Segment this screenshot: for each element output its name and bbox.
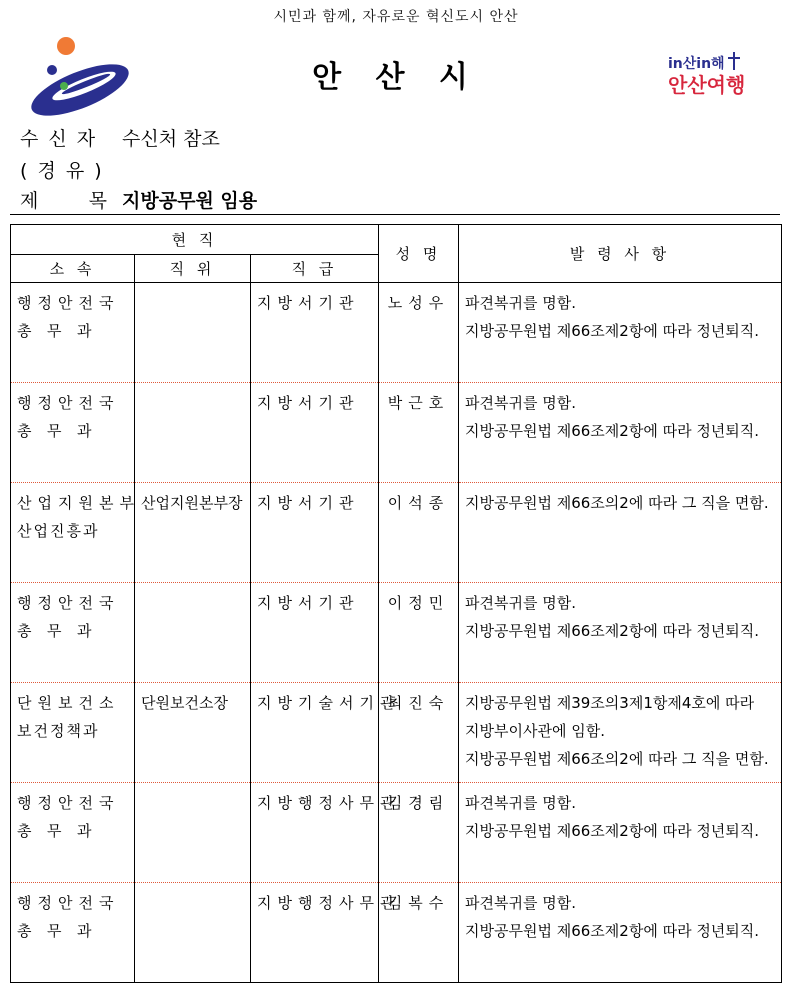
grade-cell: 지방행정사무관	[251, 783, 379, 883]
grade-cell: 지방서기관	[251, 283, 379, 383]
header-divider	[10, 214, 780, 215]
grade-cell: 지방서기관	[251, 483, 379, 583]
position-cell	[135, 583, 251, 683]
order-line-2: 지방공무원법 제66조제2항에 따라 정년퇴직.	[465, 322, 760, 340]
order-line-1: 지방공무원법 제66조의2에 따라 그 직을 면함.	[465, 494, 769, 512]
via-label: ( 경 유 )	[20, 160, 104, 182]
affiliation-cell	[11, 383, 135, 483]
current-post-header: 현 직	[11, 225, 379, 255]
position-cell: 단원보건소장	[135, 683, 251, 783]
table-row	[11, 383, 782, 483]
order-line-1: 파견복귀를 명함.	[465, 394, 576, 412]
department: 행정안전국	[17, 794, 120, 812]
position-cell	[135, 783, 251, 883]
grade-cell: 지방행정사무관	[251, 883, 379, 983]
department: 행정안전국	[17, 894, 120, 912]
table-row	[11, 283, 782, 383]
ansan-travel-logo-icon	[660, 48, 760, 104]
order-cell	[459, 683, 782, 783]
order-line-2: 지방공무원법 제66조제2항에 따라 정년퇴직.	[465, 822, 760, 840]
division: 총 무 과	[17, 422, 94, 440]
grade-cell: 지방기술서기관	[251, 683, 379, 783]
order-line-1: 지방공무원법 제39조의3제1항제4호에 따라	[465, 694, 755, 712]
table-row	[11, 783, 782, 883]
order-line-2: 지방공무원법 제66조제2항에 따라 정년퇴직.	[465, 622, 760, 640]
division: 총 무 과	[17, 322, 94, 340]
subject-label: 제 목	[20, 190, 109, 212]
name-cell: 박근호	[379, 383, 459, 483]
via-row	[20, 156, 122, 183]
department: 산업지원본부	[17, 494, 140, 512]
table-row	[11, 483, 782, 583]
grade-cell: 지방서기관	[251, 383, 379, 483]
order-line-3: 지방공무원법 제66조의2에 따라 그 직을 면함.	[465, 750, 769, 768]
order-line-1: 파견복귀를 명함.	[465, 794, 576, 812]
name-header: 성 명	[379, 225, 459, 283]
grade-cell: 지방서기관	[251, 583, 379, 683]
appointment-table	[10, 224, 782, 983]
position-cell	[135, 383, 251, 483]
order-line-2: 지방공무원법 제66조제2항에 따라 정년퇴직.	[465, 922, 760, 940]
department: 행정안전국	[17, 294, 120, 312]
name-cell: 이석종	[379, 483, 459, 583]
grade-header: 직 급	[251, 255, 379, 283]
order-cell	[459, 383, 782, 483]
department: 행정안전국	[17, 394, 120, 412]
recipient-value: 수신처 참조	[122, 128, 220, 150]
name-cell: 최진숙	[379, 683, 459, 783]
division: 총 무 과	[17, 822, 94, 840]
order-cell	[459, 483, 782, 583]
division: 총 무 과	[17, 622, 94, 640]
order-header: 발 령 사 항	[459, 225, 782, 283]
affiliation-cell	[11, 583, 135, 683]
order-cell	[459, 583, 782, 683]
table-row	[11, 583, 782, 683]
order-cell	[459, 883, 782, 983]
slogan: 시민과 함께, 자유로운 혁신도시 안산	[273, 9, 519, 25]
affiliation-cell	[11, 683, 135, 783]
name-cell: 김복수	[379, 883, 459, 983]
order-cell	[459, 283, 782, 383]
order-line-1: 파견복귀를 명함.	[465, 294, 576, 312]
logo-text-top: in산in해	[668, 56, 725, 72]
affiliation-cell	[11, 783, 135, 883]
name-cell: 김경림	[379, 783, 459, 883]
order-line-1: 파견복귀를 명함.	[465, 894, 576, 912]
subject-value: 지방공무원 임용	[122, 190, 258, 212]
name-cell: 이정민	[379, 583, 459, 683]
order-line-1: 파견복귀를 명함.	[465, 594, 576, 612]
table-row	[11, 683, 782, 783]
affiliation-cell	[11, 483, 140, 583]
department: 단원보건소	[17, 694, 120, 712]
position-cell	[135, 283, 251, 383]
position-cell: 산업지원본부장	[135, 483, 251, 583]
recipient-row	[20, 124, 220, 151]
name-cell: 노성우	[379, 283, 459, 383]
logo-text-bottom: 안산여행	[668, 73, 746, 97]
affiliation-header: 소 속	[11, 255, 135, 283]
recipient-label: 수 신 자	[20, 128, 98, 150]
position-header: 직 위	[135, 255, 251, 283]
affiliation-cell	[11, 883, 135, 983]
division: 보건정책과	[17, 722, 100, 740]
order-line-2: 지방부이사관에 임함.	[465, 722, 605, 740]
position-cell	[135, 883, 251, 983]
subject-row	[20, 186, 257, 213]
page-title: 안 산 시	[312, 60, 480, 95]
table-row	[11, 883, 782, 983]
division: 산업진흥과	[17, 522, 100, 540]
department: 행정안전국	[17, 594, 120, 612]
order-cell	[459, 783, 782, 883]
division: 총 무 과	[17, 922, 94, 940]
order-line-2: 지방공무원법 제66조제2항에 따라 정년퇴직.	[465, 422, 760, 440]
affiliation-cell	[11, 283, 135, 383]
